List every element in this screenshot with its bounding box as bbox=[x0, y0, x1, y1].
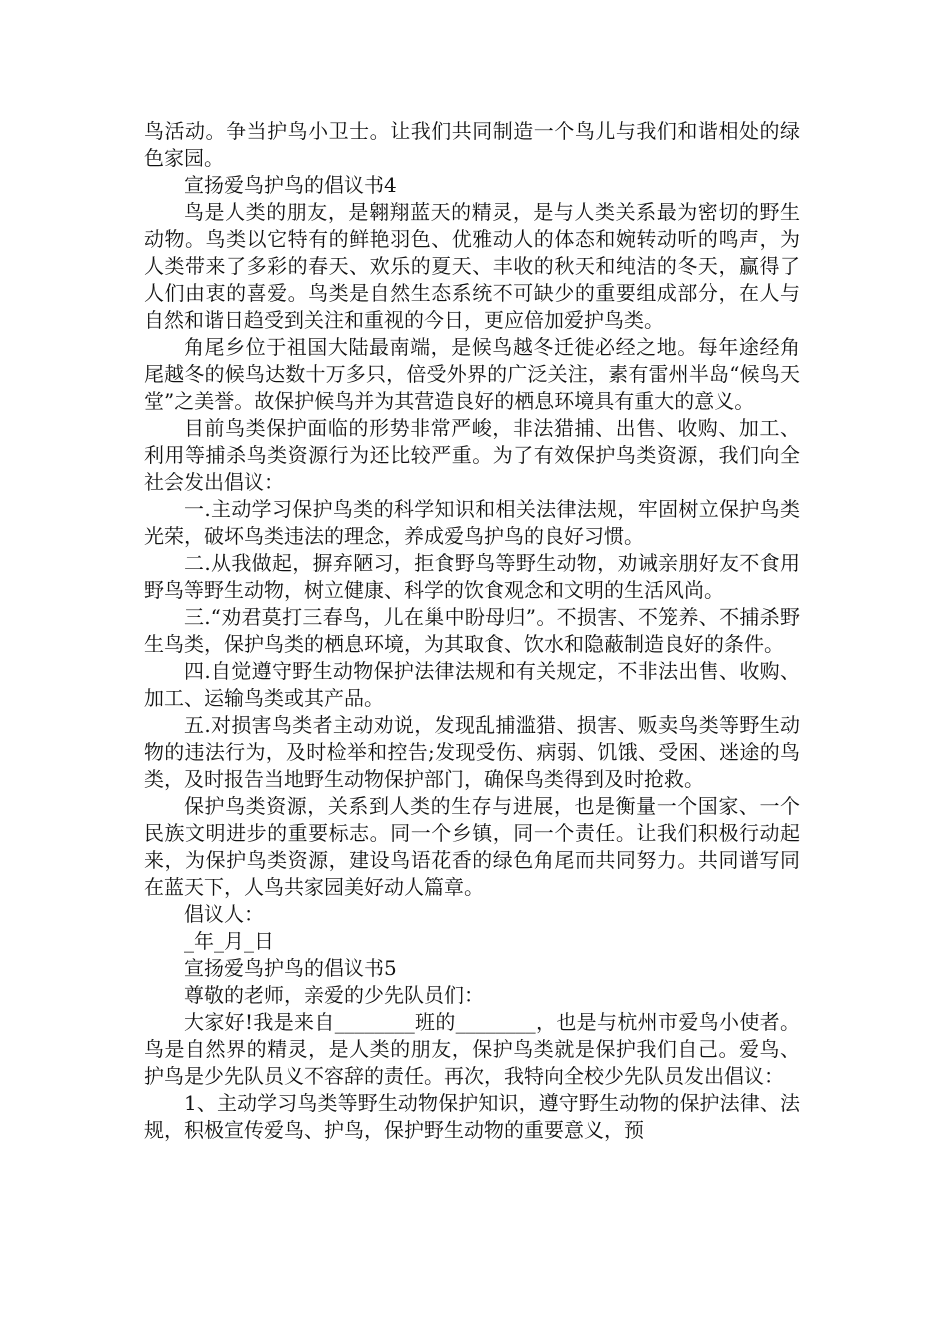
paragraph: 角尾乡位于祖国大陆最南端，是候鸟越冬迁徙必经之地。每年途经角尾越冬的候鸟达数十万多只，倍受外界的广泛关注，素有雷州半岛“候鸟天堂”之美誉。故保护候鸟并为其营造良好的栖息环境具有重大的意义。 bbox=[144, 335, 800, 413]
proposal-item-3: 三.“劝君莫打三春鸟，儿在巢中盼母归”。不损害、不笼养、不捕杀野生鸟类，保护鸟类的栖息环境，为其取食、饮水和隐蔽制造良好的条件。 bbox=[144, 605, 800, 656]
proposal-item-1: 1、主动学习鸟类等野生动物保护知识，遵守野生动物的保护法律、法规，积极宣传爱鸟、护鸟，保护野生动物的重要意义，预 bbox=[144, 1091, 800, 1142]
paragraph: 目前鸟类保护面临的形势非常严峻，非法猎捕、出售、收购、加工、利用等捕杀鸟类资源行为还比较严重。为了有效保护鸟类资源，我们向全社会发出倡议： bbox=[144, 416, 800, 494]
proposal-item-2: 二.从我做起，摒弃陋习，拒食野鸟等野生动物，劝诫亲朋好友不食用野鸟等野生动物，树立健康、科学的饮食观念和文明的生活风尚。 bbox=[144, 551, 800, 602]
proposal-item-5: 五.对损害鸟类者主动劝说，发现乱捕滥猎、损害、贩卖鸟类等野生动物的违法行为，及时检举和控告;发现受伤、病弱、饥饿、受困、迷途的鸟类，及时报告当地野生动物保护部门，确保鸟类得到及时抢救。 bbox=[144, 713, 800, 791]
paragraph-closing: 保护鸟类资源，关系到人类的生存与进展，也是衡量一个国家、一个民族文明进步的重要标志。同一个乡镇，同一个责任。让我们积极行动起来，为保护鸟类资源，建设鸟语花香的绿色角尾而共同努力。共同谱写同在蓝天下，人鸟共家园美好动人篇章。 bbox=[144, 794, 800, 899]
date-line: _年_月_日 bbox=[184, 929, 274, 953]
proposal-item-1: 一.主动学习保护鸟类的科学知识和相关法律法规，牢固树立保护鸟类光荣，破坏鸟类违法的理念，养成爱鸟护鸟的良好习惯。 bbox=[144, 497, 800, 548]
section-heading-5: 宣扬爱鸟护鸟的倡议书5 bbox=[184, 956, 397, 980]
paragraph-greeting: 大家好!我是来自________班的________，也是与杭州市爱鸟小使者。鸟是自然界的精灵，是人类的朋友，保护鸟类就是保护我们自己。爱鸟、护鸟是少先队员义不容辞的责任。再次，我特向全校少先队员发出倡议： bbox=[144, 1010, 800, 1088]
paragraph-continuation: 鸟活动。争当护鸟小卫士。让我们共同制造一个鸟儿与我们和谐相处的绿色家园。 bbox=[144, 119, 800, 170]
document-body bbox=[144, 118, 800, 1144]
proposal-item-4: 四.自觉遵守野生动物保护法律法规和有关规定，不非法出售、收购、加工、运输鸟类或其产品。 bbox=[144, 659, 800, 710]
section-heading-4: 宣扬爱鸟护鸟的倡议书4 bbox=[184, 173, 397, 197]
paragraph: 鸟是人类的朋友，是翱翔蓝天的精灵，是与人类关系最为密切的野生动物。鸟类以它特有的鲜艳羽色、优雅动人的体态和婉转动听的鸣声，为人类带来了多彩的春天、欢乐的夏天、丰收的秋天和纯洁的冬天，赢得了人们由衷的喜爱。鸟类是自然生态系统不可缺少的重要组成部分，在人与自然和谐日趋受到关注和重视的今日，更应倍加爱护鸟类。 bbox=[144, 200, 800, 332]
signature-label: 倡议人： bbox=[184, 902, 264, 926]
salutation: 尊敬的老师，亲爱的少先队员们： bbox=[184, 983, 484, 1007]
